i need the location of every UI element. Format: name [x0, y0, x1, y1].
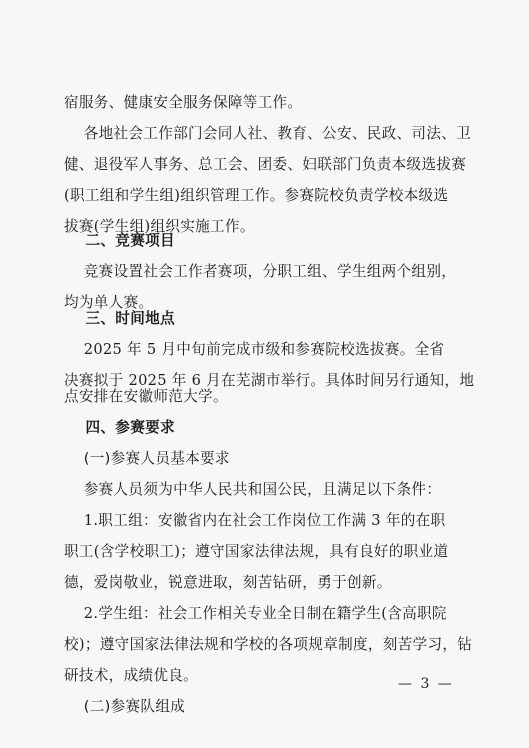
subsection-heading-basic-requirements: (一)参赛人员基本要求 [64, 450, 230, 467]
paragraph-line: 参赛人员须为中华人民共和国公民，且满足以下条件： [64, 481, 442, 498]
paragraph-line: 健、退役军人事务、总工会、团委、妇联部门负责本级选拔赛 [64, 156, 467, 173]
paragraph-line: 拔赛(学生组)组织实施工作。 [64, 218, 255, 235]
section-heading-time-place: 三、时间地点 [64, 310, 175, 327]
paragraph-line: 1.职工组：安徽省内在社会工作岗位工作满 3 年的在职 [64, 512, 446, 529]
paragraph-line: (职工组和学生组)组织管理工作。参赛院校负责学校本级选 [64, 187, 449, 204]
paragraph-line: 点安排在安徽师范大学。 [64, 388, 228, 405]
paragraph-line: 2.学生组：社会工作相关专业全日制在籍学生(含高职院 [64, 605, 447, 622]
section-heading-competition-items: 二、竞赛项目 [64, 232, 175, 249]
paragraph-line: 职工(含学校职工)；遵守国家法律法规，具有良好的职业道 [64, 543, 449, 560]
paragraph-line: 宿服务、健康安全服务保障等工作。 [64, 94, 303, 111]
paragraph-line: 各地社会工作部门会同人社、教育、公安、民政、司法、卫 [64, 125, 471, 142]
page-number: — 3 — [398, 676, 454, 692]
paragraph-line: 均为单人赛。 [64, 294, 154, 311]
paragraph-line: 德，爱岗敬业，锐意进取，刻苦钻研，勇于创新。 [64, 574, 392, 591]
paragraph-line: 2025 年 5 月中旬前完成市级和参赛院校选拔赛。全省 [64, 341, 445, 358]
section-heading-requirements: 四、参赛要求 [64, 419, 175, 436]
subsection-heading-team-composition: (二)参赛队组成 [64, 698, 186, 715]
paragraph-line: 竞赛设置社会工作者赛项，分职工组、学生组两个组别， [64, 263, 457, 280]
paragraph-line: 决赛拟于 2025 年 6 月在芜湖市举行。具体时间另行通知，地 [64, 372, 475, 389]
paragraph-line: 研技术，成绩优良。 [64, 667, 199, 684]
paragraph-line: 校)；遵守国家法律法规和学校的各项规章制度，刻苦学习，钻 [64, 636, 473, 653]
